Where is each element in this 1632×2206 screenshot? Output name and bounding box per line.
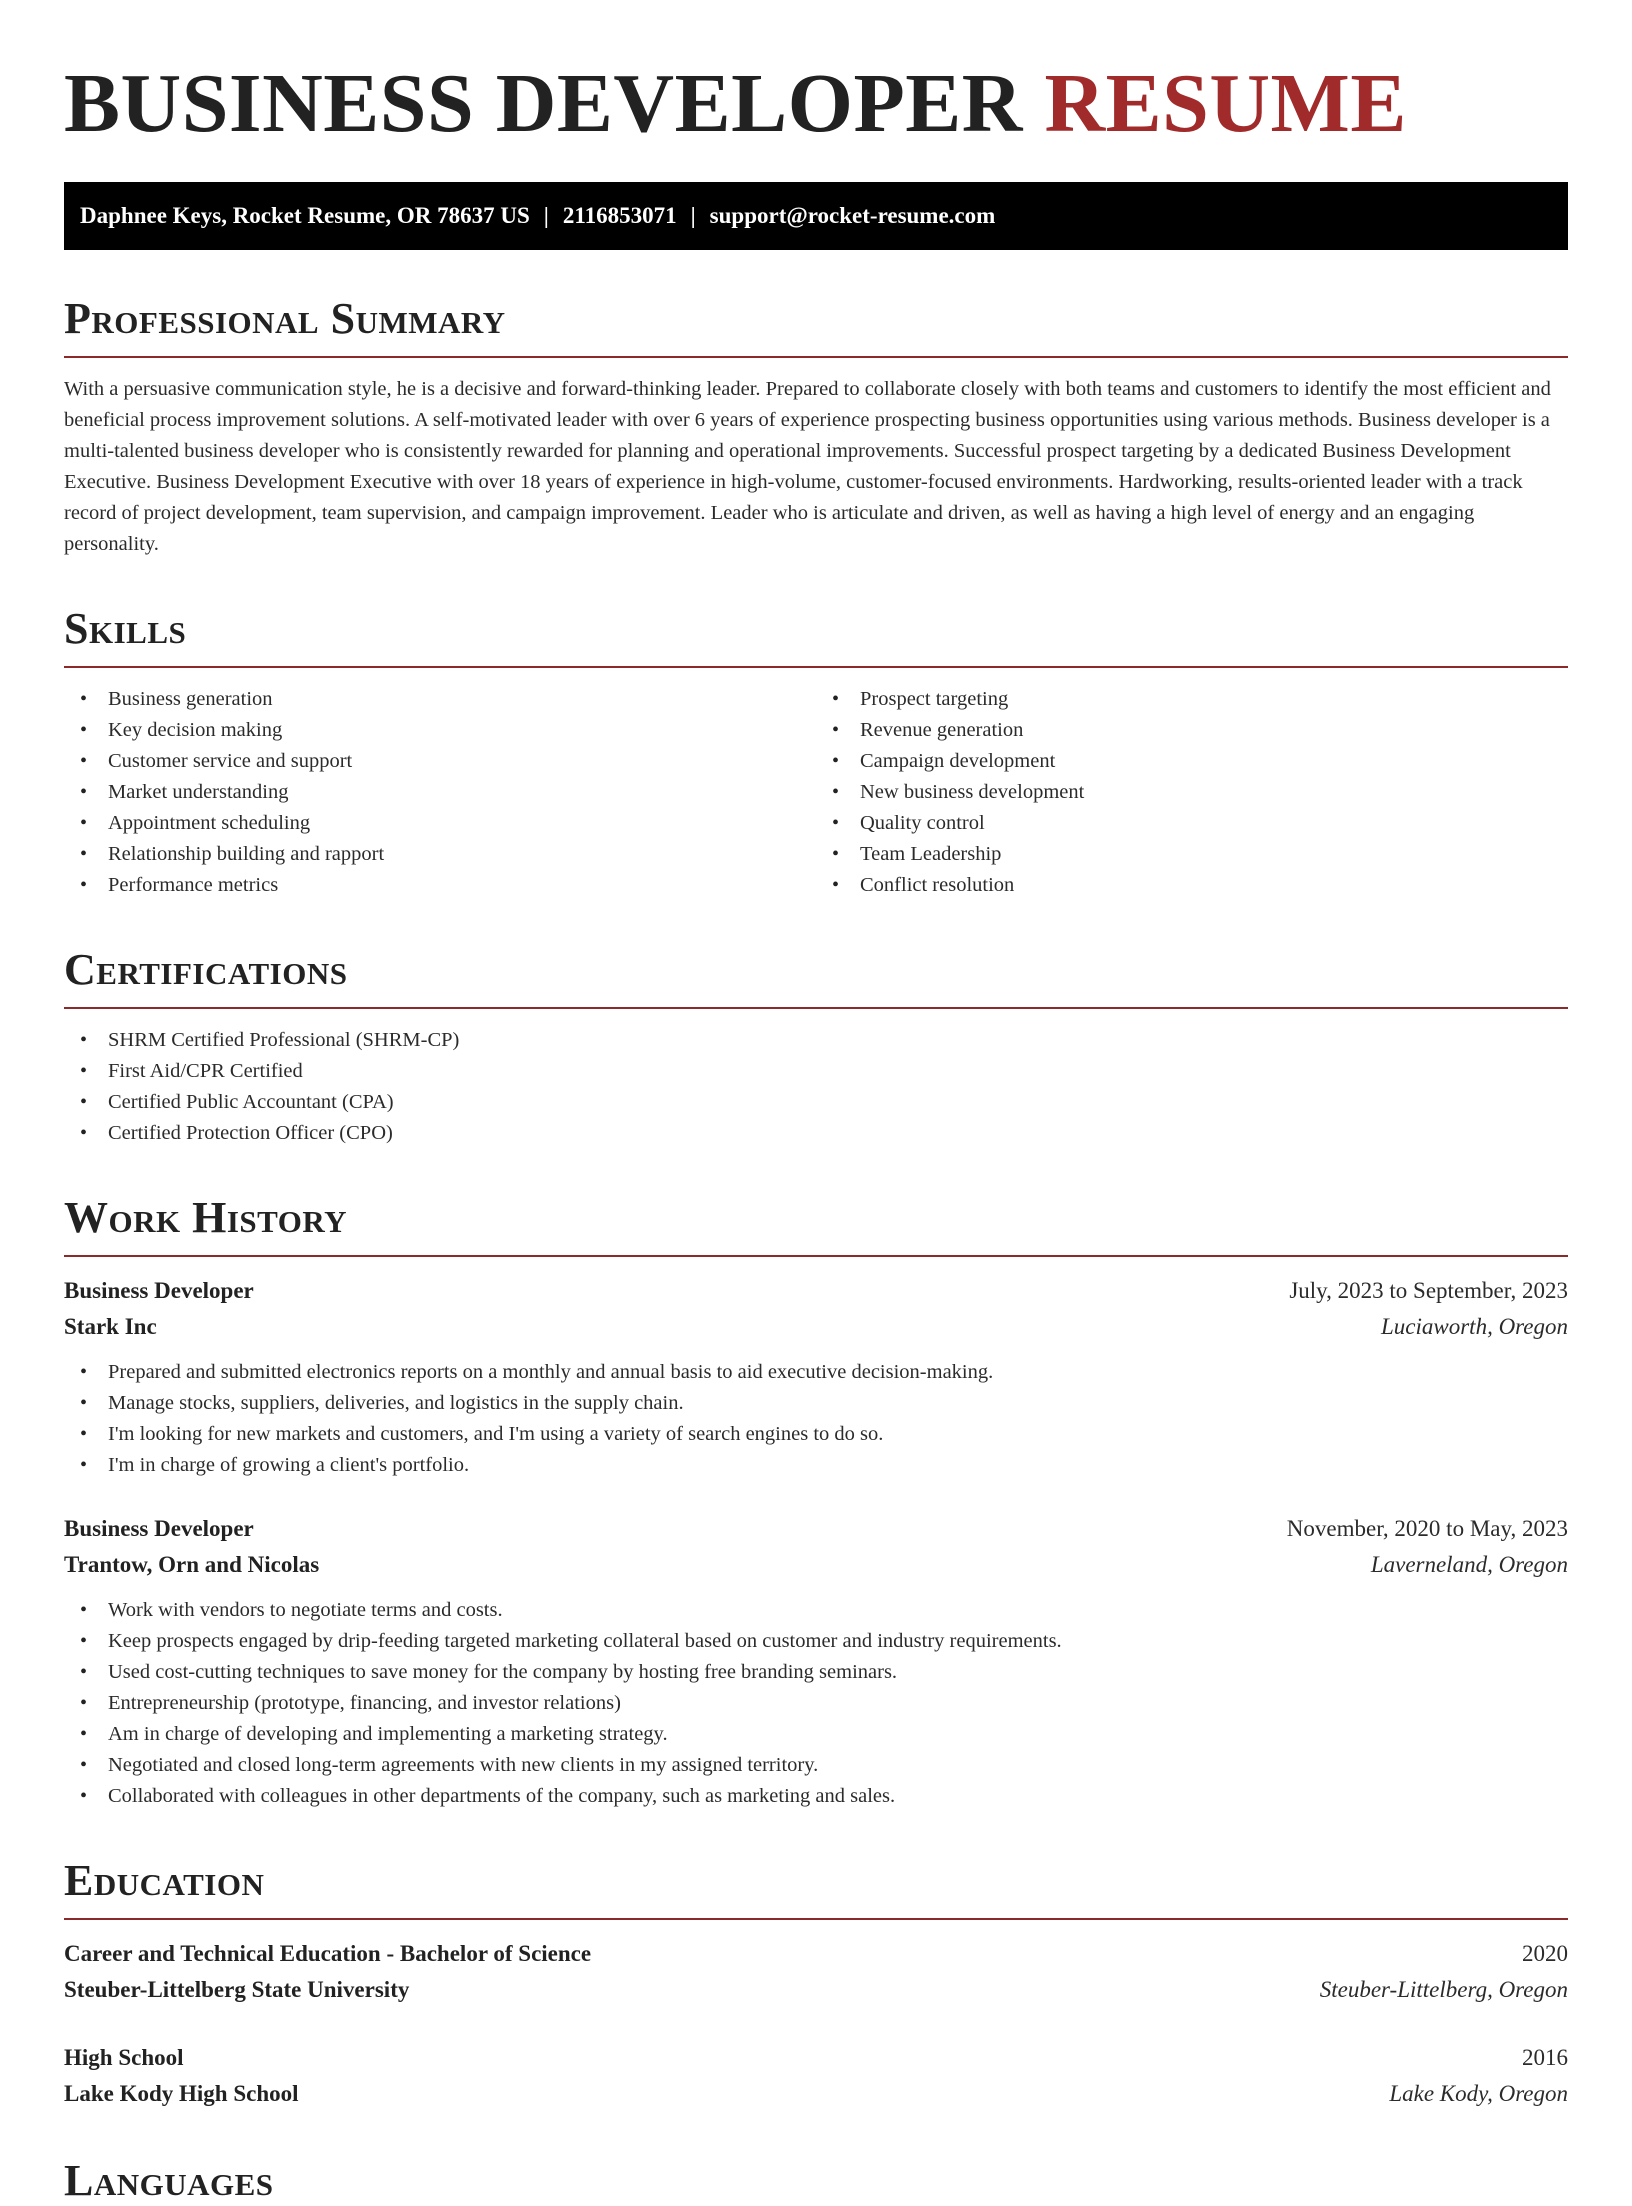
section-title-work-history: Work History [64, 1193, 348, 1242]
resume-title-main: BUSINESS DEVELOPER [64, 57, 1023, 150]
certification-item: • Certified Public Accountant (CPA) [64, 1087, 1568, 1118]
section-divider [64, 356, 1568, 358]
resume-title-accent: RESUME [1044, 57, 1407, 150]
job-header-row [64, 1511, 1568, 1547]
certification-item: • First Aid/CPR Certified [64, 1056, 1568, 1087]
contact-bar [64, 182, 1568, 250]
section-title-certifications: Certifications [64, 945, 348, 994]
contact-email[interactable]: support@rocket-resume.com [709, 203, 996, 228]
languages-section [64, 2156, 1568, 2206]
job-role: Business Developer [64, 1516, 254, 1541]
section-divider [64, 1918, 1568, 1920]
section-title-education: Education [64, 1856, 265, 1905]
section-title-languages: Languages [64, 2156, 274, 2205]
job-bullet: • Entrepreneurship (prototype, financing, and investor relations) [64, 1688, 1568, 1719]
skill-item: • Revenue generation [816, 715, 1568, 746]
skill-item: • Customer service and support [64, 746, 816, 777]
job-company-row [64, 1547, 1568, 1583]
education-section [64, 1856, 1568, 2112]
job-entry [64, 1511, 1568, 1812]
job-bullet: • Prepared and submitted electronics reports on a monthly and annual basis to aid executive decision-making. [64, 1357, 1568, 1388]
contact-phone: 2116853071 [562, 203, 677, 228]
section-divider [64, 1255, 1568, 1257]
job-company: Trantow, Orn and Nicolas [64, 1552, 320, 1577]
certifications-section [64, 945, 1568, 1149]
job-company: Stark Inc [64, 1314, 157, 1339]
job-entry [64, 1273, 1568, 1481]
education-degree: Career and Technical Education - Bachelor of Science [64, 1941, 592, 1966]
job-role: Business Developer [64, 1278, 254, 1303]
skills-section [64, 604, 1568, 901]
education-header-row [64, 2040, 1568, 2076]
skill-item: • Business generation [64, 684, 816, 715]
job-bullet: • Collaborated with colleagues in other departments of the company, such as marketing and sales. [64, 1781, 1568, 1812]
section-title-summary: Professional Summary [64, 294, 506, 343]
skill-item: • Campaign development [816, 746, 1568, 777]
job-bullets [64, 1357, 1568, 1481]
job-bullet: • Work with vendors to negotiate terms and costs. [64, 1595, 1568, 1626]
job-company-row [64, 1309, 1568, 1345]
education-year: 2016 [1522, 2045, 1568, 2070]
skills-list-right [816, 684, 1568, 901]
education-school: Lake Kody High School [64, 2081, 299, 2106]
education-location: Lake Kody, Oregon [1389, 2081, 1568, 2106]
certifications-list [64, 1025, 1568, 1149]
contact-separator: | [543, 203, 549, 228]
resume-title [64, 56, 1568, 152]
job-bullet: • Keep prospects engaged by drip-feeding targeted marketing collateral based on customer and industry requirements. [64, 1626, 1568, 1657]
job-dates: November, 2020 to May, 2023 [1286, 1516, 1568, 1541]
job-location: Laverneland, Oregon [1370, 1552, 1568, 1577]
job-bullet: • Used cost-cutting techniques to save money for the company by hosting free branding seminars. [64, 1657, 1568, 1688]
education-header-row [64, 1936, 1568, 1972]
skill-item: • Team Leadership [816, 839, 1568, 870]
skill-item: • Conflict resolution [816, 870, 1568, 901]
skill-item: • Performance metrics [64, 870, 816, 901]
education-school-row [64, 1972, 1568, 2008]
job-bullet: • I'm looking for new markets and customers, and I'm using a variety of search engines to do so. [64, 1419, 1568, 1450]
work-history-section [64, 1193, 1568, 1812]
skill-item: • Prospect targeting [816, 684, 1568, 715]
education-entry [64, 2040, 1568, 2112]
skill-item: • Market understanding [64, 777, 816, 808]
job-header-row [64, 1273, 1568, 1309]
education-school: Steuber-Littelberg State University [64, 1977, 410, 2002]
education-entry [64, 1936, 1568, 2008]
section-divider [64, 1007, 1568, 1009]
education-degree: High School [64, 2045, 184, 2070]
skill-item: • New business development [816, 777, 1568, 808]
job-dates: July, 2023 to September, 2023 [1289, 1278, 1568, 1303]
skill-item: • Quality control [816, 808, 1568, 839]
summary-text: With a persuasive communication style, he is a decisive and forward-thinking leader. Prepared to collaborate closely with both teams and customers to identify the most efficient and beneficial process improvement solutions. A self-motivated leader with over 6 years of experience prospecting business opportunities using various methods. Business developer is a multi-talented business developer who is consistently rewarded for planning and operational improvements. Successful prospect targeting by a dedicated Business Development Executive. Business Development Executive with over 18 years of experience in high-volume, customer-focused environments. Hardworking, results-oriented leader with a track record of project development, team supervision, and campaign improvement. Leader who is articulate and driven, as well as having a high level of energy and an engaging personality. [64, 378, 1551, 555]
job-bullet: • I'm in charge of growing a client's portfolio. [64, 1450, 1568, 1481]
section-divider [64, 666, 1568, 668]
skill-item: • Relationship building and rapport [64, 839, 816, 870]
job-bullet: • Negotiated and closed long-term agreements with new clients in my assigned territory. [64, 1750, 1568, 1781]
job-bullet: • Manage stocks, suppliers, deliveries, and logistics in the supply chain. [64, 1388, 1568, 1419]
education-year: 2020 [1522, 1941, 1568, 1966]
skill-item: • Key decision making [64, 715, 816, 746]
education-location: Steuber-Littelberg, Oregon [1319, 1977, 1568, 2002]
certification-item: • Certified Protection Officer (CPO) [64, 1118, 1568, 1149]
certification-item: • SHRM Certified Professional (SHRM-CP) [64, 1025, 1568, 1056]
skills-columns [64, 684, 1568, 901]
skill-item: • Appointment scheduling [64, 808, 816, 839]
summary-section [64, 294, 1568, 560]
contact-separator: | [690, 203, 696, 228]
skills-list-left [64, 684, 816, 901]
education-school-row [64, 2076, 1568, 2112]
job-location: Luciaworth, Oregon [1381, 1314, 1568, 1339]
contact-address: Daphnee Keys, Rocket Resume, OR 78637 US [80, 203, 530, 228]
job-bullets [64, 1595, 1568, 1812]
job-bullet: • Am in charge of developing and implementing a marketing strategy. [64, 1719, 1568, 1750]
section-title-skills: Skills [64, 604, 187, 653]
